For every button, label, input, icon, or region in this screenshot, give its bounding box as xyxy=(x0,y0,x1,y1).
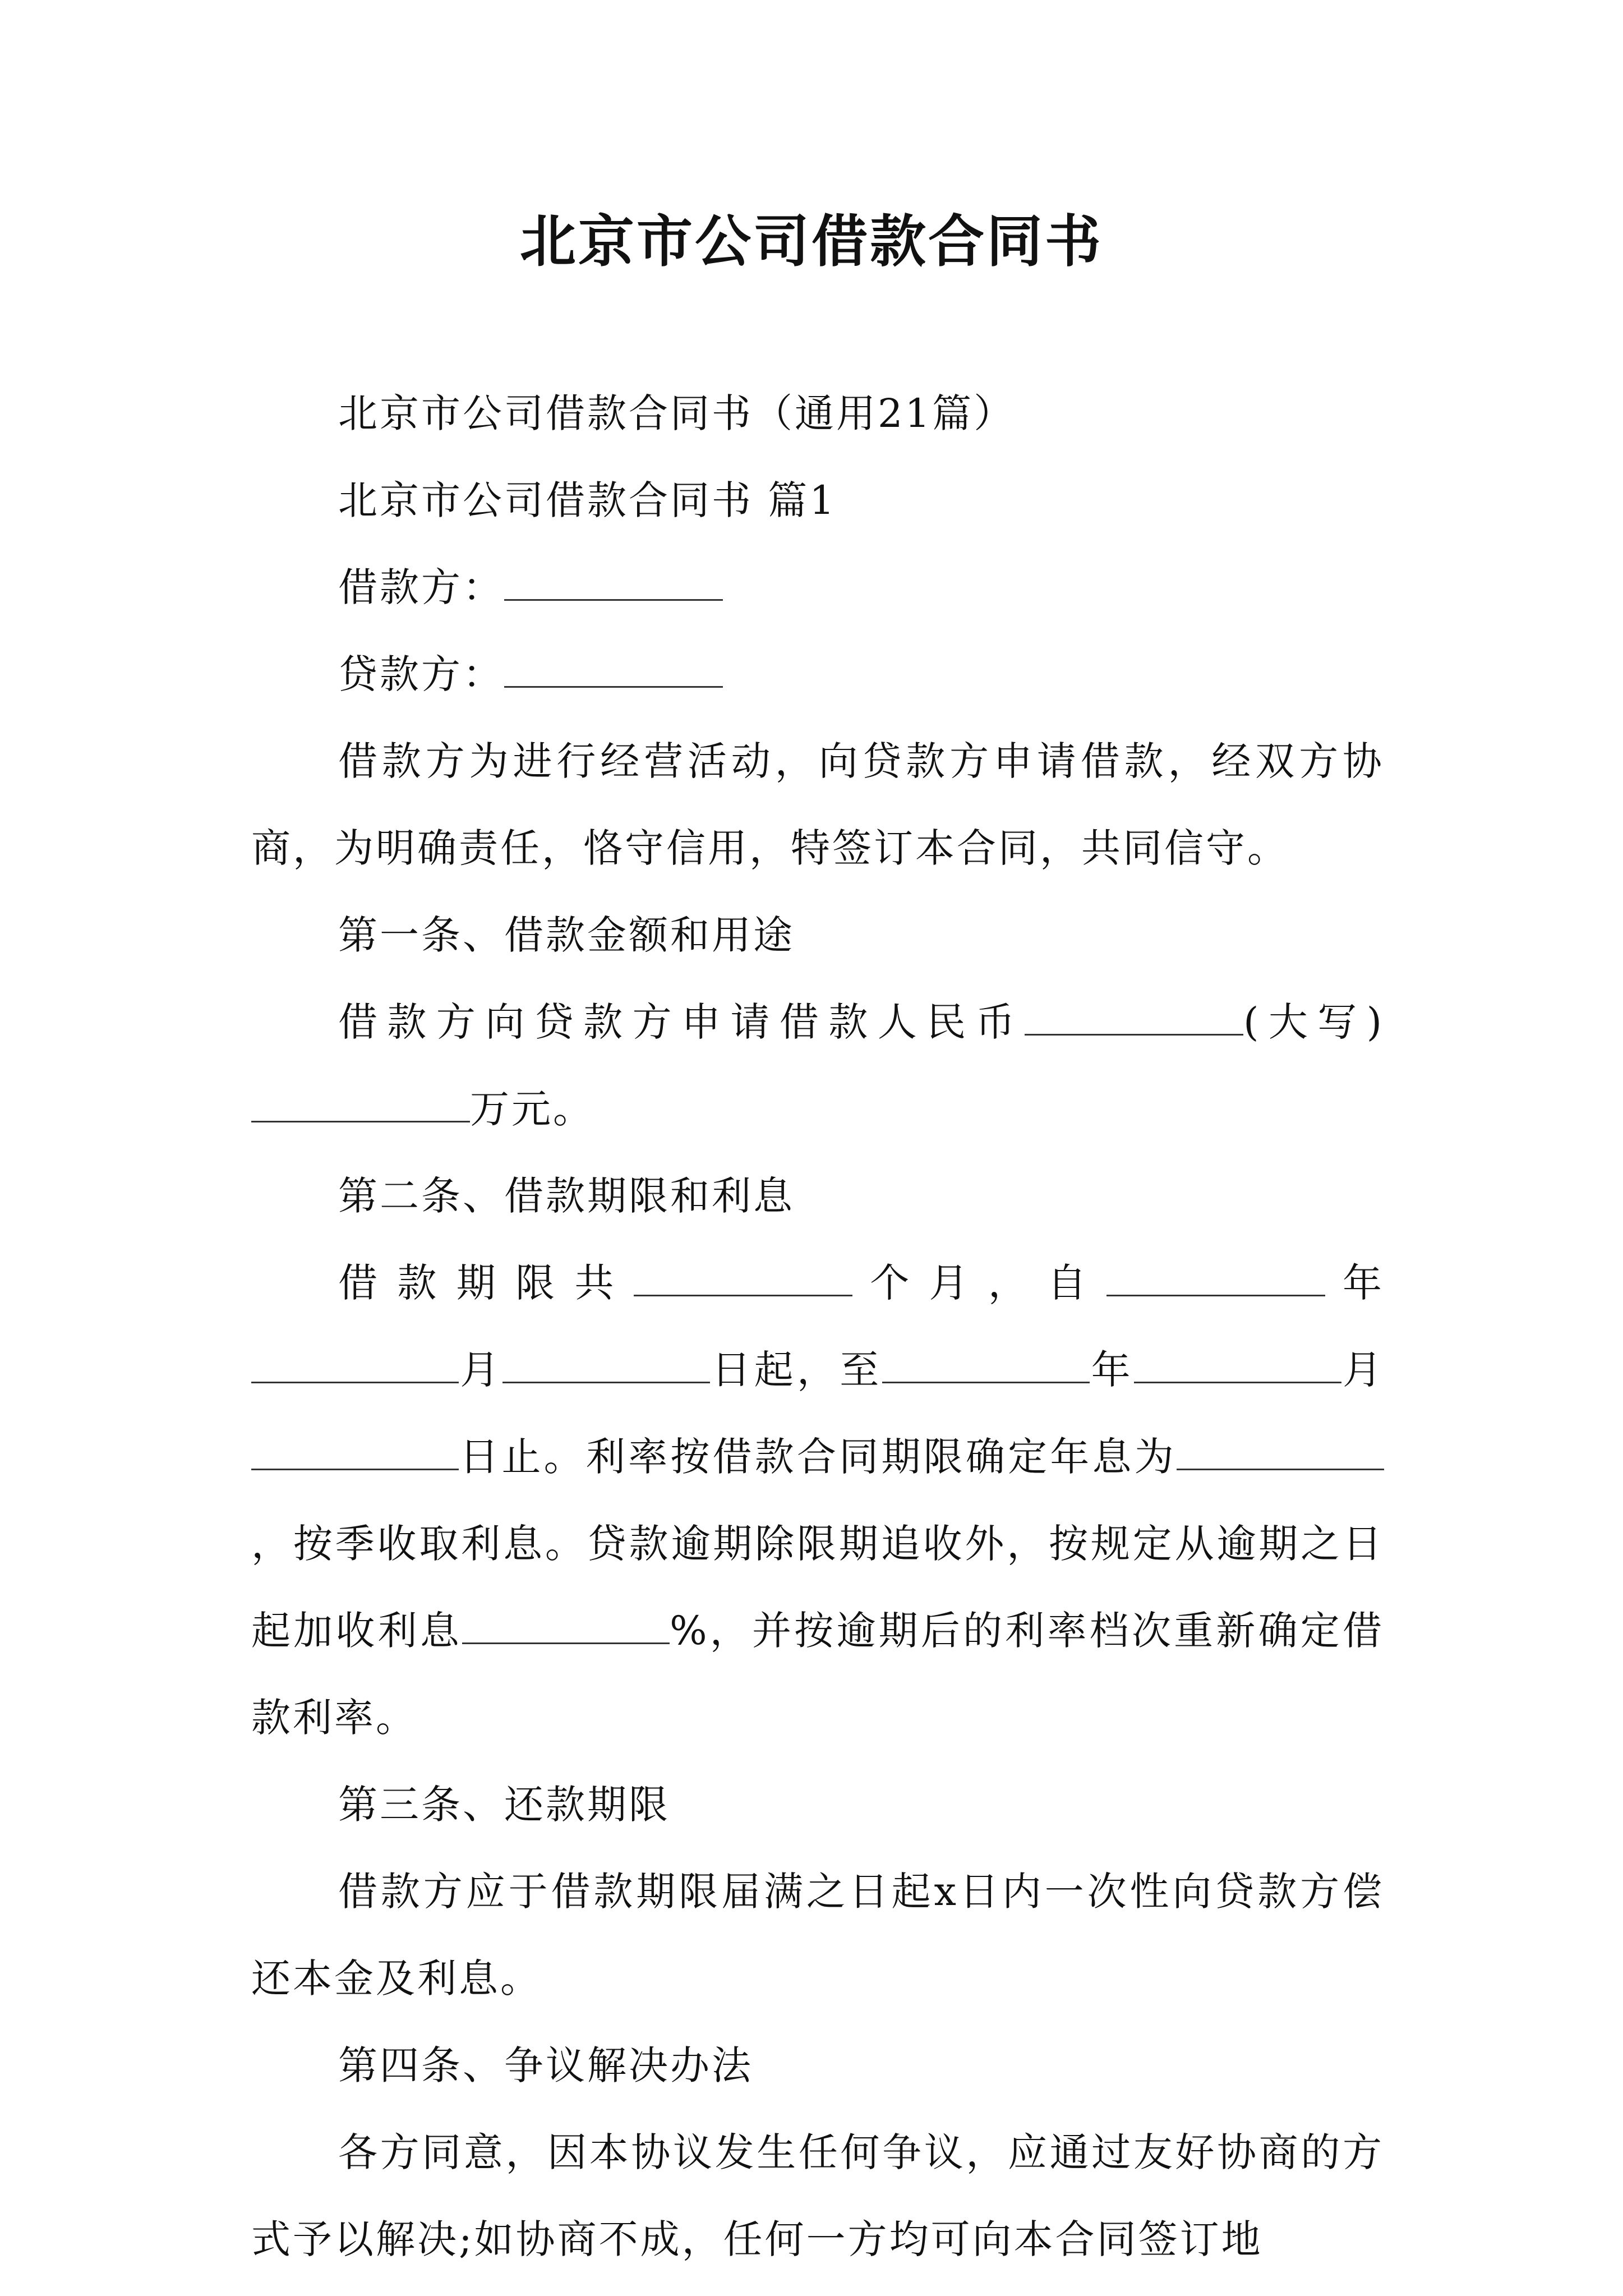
article2-text-i: ，按季收取利息。贷款逾期除限期追收外，按规定从逾期之日起加收利息 xyxy=(251,1521,1384,1654)
start-year-blank xyxy=(1106,1259,1325,1296)
article1-paragraph xyxy=(251,979,1384,1153)
article2-text-e: 日起，至 xyxy=(710,1347,883,1393)
annual-rate-blank xyxy=(1177,1433,1384,1470)
article2-paragraph xyxy=(251,1240,1384,1761)
end-month-blank xyxy=(1134,1346,1341,1383)
article1-capital-blank xyxy=(251,1085,470,1122)
document-title: 北京市公司借款合同书 xyxy=(520,208,1103,274)
article2-text-a: 借款期限共 xyxy=(338,1260,634,1306)
article3-paragraph: 借款方应于借款期限届满之日起x日内一次性向贷款方偿还本金及利息。 xyxy=(251,1869,1384,2001)
article2-heading: 第二条、借款期限和利息 xyxy=(338,1173,795,1219)
document-subtitle: 北京市公司借款合同书（通用21篇） xyxy=(338,390,1016,436)
end-year-blank xyxy=(882,1346,1090,1383)
lender-blank xyxy=(504,650,723,688)
borrower-line xyxy=(251,544,1384,631)
part-heading: 北京市公司借款合同书 篇1 xyxy=(338,477,837,523)
article2-text-h: 日止。利率按借款合同期限确定年息为 xyxy=(459,1434,1177,1480)
article1-text-b: (大写) xyxy=(1243,999,1384,1045)
intro-paragraph: 借款方为进行经营活动，向贷款方申请借款，经双方协商，为明确责任，恪守信用，特签订本合同，共同信守。 xyxy=(251,738,1384,871)
article4-heading: 第四条、争议解决办法 xyxy=(338,2042,753,2088)
article2-text-d: 月 xyxy=(459,1347,503,1393)
term-months-blank xyxy=(634,1259,852,1296)
lender-label: 贷款方： xyxy=(338,651,504,697)
article2-text-g: 月 xyxy=(1341,1347,1385,1393)
start-month-blank xyxy=(251,1346,459,1383)
article2-text-f: 年 xyxy=(1090,1347,1134,1393)
article2-text-b: 个月，自 xyxy=(852,1260,1106,1306)
end-day-blank xyxy=(251,1433,459,1470)
article1-amount-blank xyxy=(1025,998,1243,1036)
article2-text-c: 年 xyxy=(1325,1260,1385,1306)
overdue-rate-blank xyxy=(462,1607,670,1644)
lender-line xyxy=(251,631,1384,718)
start-day-blank xyxy=(502,1346,710,1383)
article3-heading: 第三条、还款期限 xyxy=(338,1782,670,1828)
article1-heading: 第一条、借款金额和用途 xyxy=(338,912,795,958)
article1-text-a: 借款方向贷款方申请借款人民币 xyxy=(338,999,1025,1045)
borrower-blank xyxy=(504,563,723,601)
article2-text-j: %，并按逾期后的利率档次重新确定借款利率。 xyxy=(251,1608,1385,1741)
article1-text-c: 万元。 xyxy=(470,1086,594,1132)
document-body xyxy=(251,370,1384,2283)
article4-paragraph: 各方同意，因本协议发生任何争议，应通过友好协商的方式予以解决;如协商不成，任何一方均可向本合同签订地 xyxy=(251,2129,1384,2262)
borrower-label: 借款方： xyxy=(338,564,504,610)
